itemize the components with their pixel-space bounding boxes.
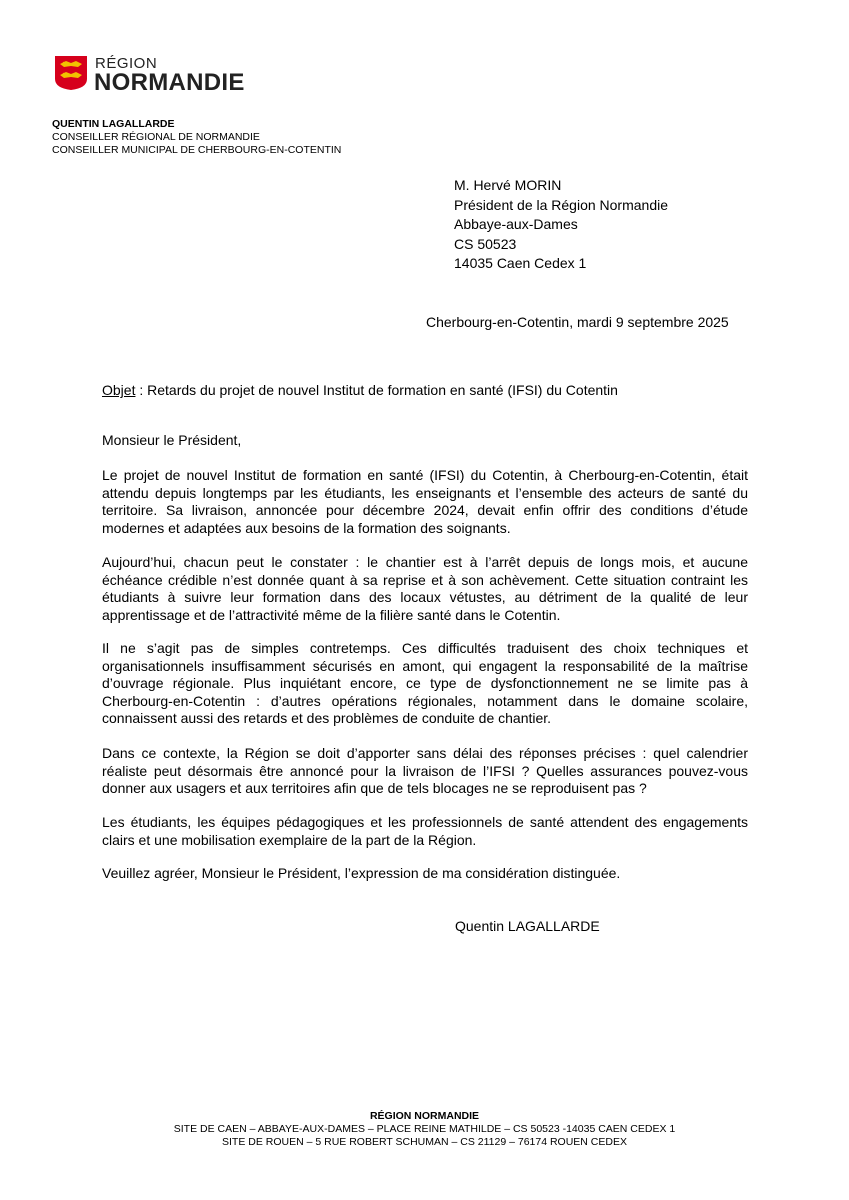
footer-address-rouen: SITE DE ROUEN – 5 RUE ROBERT SCHUMAN – CS 21129 – 76174 ROUEN CEDEX <box>222 1136 627 1148</box>
logo-normandie-text: NORMANDIE <box>94 69 245 96</box>
recipient-address-line-2: CS 50523 <box>454 235 517 252</box>
body-paragraph-1: Le projet de nouvel Institut de formation en santé (IFSI) du Cotentin, à Cherbourg-en-Cotentin, était attendu depuis longtemps par les étudiants, les enseignants et l’ensemble des acteurs de santé du territoire. Sa livraison, annoncée pour décembre 2024, devait enfin offrir des conditions d’étude modernes et adaptées aux besoins de la formation des soignants. <box>102 467 748 536</box>
letter-date: Cherbourg-en-Cotentin, mardi 9 septembre 2025 <box>426 314 729 330</box>
body-paragraph-5: Les étudiants, les équipes pédagogiques et les professionnels de santé attendent des engagements clairs et une mobilisation exemplaire de la part de la Région. <box>102 814 748 848</box>
letter-subject <box>102 382 618 398</box>
recipient-address-block <box>454 176 668 274</box>
recipient-address-line-1: Abbaye-aux-Dames <box>454 216 578 232</box>
logo-region-text: RÉGION <box>95 55 158 72</box>
recipient-name: M. Hervé MORIN <box>454 177 562 193</box>
footer-address-caen: SITE DE CAEN – ABBAYE-AUX-DAMES – PLACE REINE MATHILDE – CS 50523 -14035 CAEN CEDEX 1 <box>173 1123 676 1135</box>
sender-title-2: CONSEILLER MUNICIPAL DE CHERBOURG-EN-COTENTIN <box>52 144 342 156</box>
body-paragraph-2: Aujourd’hui, chacun peut le constater : le chantier est à l’arrêt depuis de longs mois, et aucune échéance crédible n’est donnée quant à sa reprise et à son achèvement. Cette situation contraint les étudiants à suivre leur formation dans des locaux vétustes, au détriment de la qualité de leur apprentissage et de l’attractivité même de la filière santé dans le Cotentin. <box>102 554 748 623</box>
body-paragraph-3: Il ne s’agit pas de simples contretemps. Ces difficultés traduisent des choix techniques et organisationnels insuffisamment sécurisés en amont, qui engagent la responsabilité de la maîtrise d’ouvrage régionale. Plus inquiétant encore, ce type de dysfonctionnement ne se limite pas à Cherbourg-en-Cotentin : d’autres opérations régionales, notamment dans le domaine scolaire, connaissent aussi des retards et des problèmes de conduite de chantier. <box>102 640 748 727</box>
sender-name: QUENTIN LAGALLARDE <box>52 118 175 130</box>
region-normandie-logo <box>54 55 264 95</box>
closing-formula: Veuillez agréer, Monsieur le Président, l’expression de ma considération distinguée. <box>102 865 621 881</box>
normandy-flag-icon <box>54 55 88 91</box>
letter-salutation: Monsieur le Président, <box>102 432 242 448</box>
body-paragraph-4: Dans ce contexte, la Région se doit d’apporter sans délai des réponses précises : quel calendrier réaliste peut désormais être annoncé pour la livraison de l’IFSI ? Quelles assurances pouvez-vous donner aux usagers et aux territoires afin que de tels blocages ne se reproduisent pas ? <box>102 745 748 797</box>
page-footer <box>0 1110 849 1149</box>
footer-title: RÉGION NORMANDIE <box>369 1110 480 1122</box>
recipient-address-line-3: 14035 Caen Cedex 1 <box>454 255 587 271</box>
sender-title-1: CONSEILLER RÉGIONAL DE NORMANDIE <box>52 131 260 143</box>
sender-block <box>52 118 341 157</box>
recipient-title: Président de la Région Normandie <box>454 196 669 213</box>
subject-text: : Retards du projet de nouvel Institut de formation en santé (IFSI) du Cotentin <box>135 382 618 398</box>
signature-name: Quentin LAGALLARDE <box>455 918 600 934</box>
subject-label: Objet <box>102 382 136 398</box>
